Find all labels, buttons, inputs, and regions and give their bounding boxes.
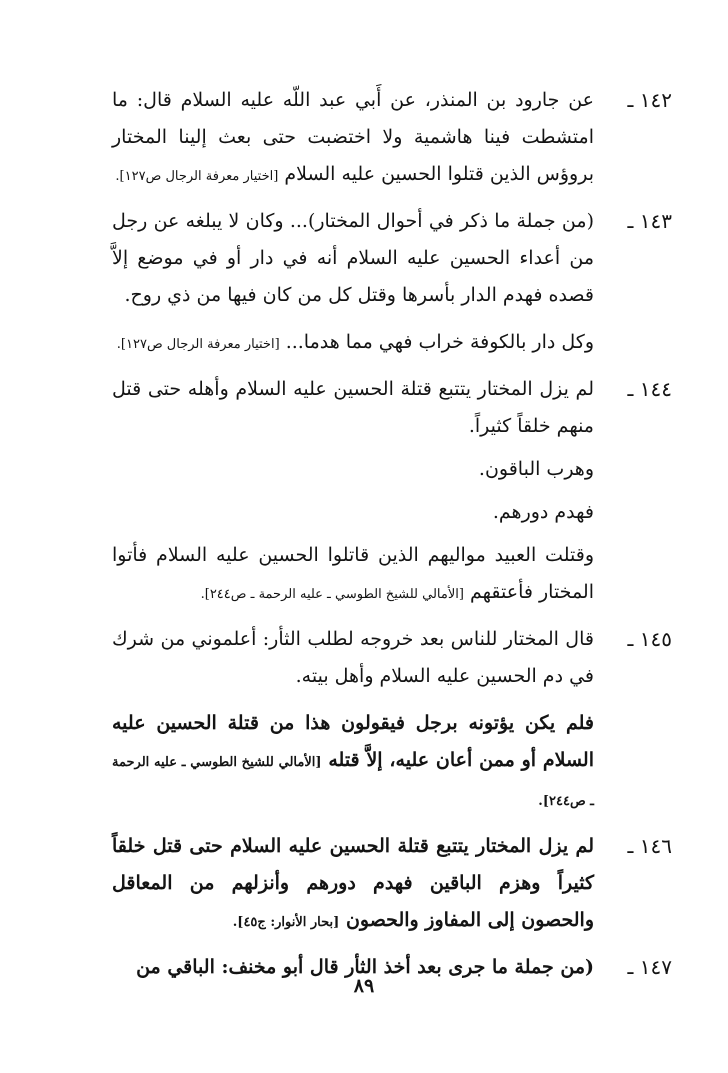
paragraph-text: لم يزل المختار يتتبع قتلة الحسين عليه السلام حتى قتل خلقاً كثيراً وهزم الباقين فهدم دورهم وأنزلهم من المعاقل والحصون إلى المفاوز والحصون	[112, 835, 594, 931]
paragraph-text: قال المختار للناس بعد خروجه لطلب الثأر: أعلموني من شرك في دم الحسين عليه السلام وأهل بيته.	[112, 628, 594, 687]
entry-paragraph	[112, 203, 594, 314]
entry-paragraph	[112, 494, 594, 531]
entry-145	[112, 621, 672, 820]
paragraph-text: وقتلت العبيد مواليهم الذين قاتلوا الحسين عليه السلام فأتوا المختار فأعتقهم	[112, 544, 594, 603]
entry-paragraph	[112, 451, 594, 488]
entry-143	[112, 203, 672, 363]
entry-paragraph	[112, 371, 594, 445]
entry-144	[112, 371, 672, 613]
paragraph-text: وكل دار بالكوفة خراب فهي مما هدما...	[285, 331, 594, 353]
paragraph-text: (من جملة ما ذكر في أحوال المختار)... وكان لا يبلغه عن رجل من أعداء الحسين عليه السلام أنه في دار أو في موضع إلاَّ قصده فهدم الدار بأسرها وقتل كل من كان فيها من ذي روح.	[112, 210, 594, 306]
paragraph-text: (من جملة ما جرى بعد أخذ الثأر قال أبو مخنف: الباقي من	[136, 956, 594, 978]
entry-number: ١٤٦ ـ	[627, 834, 672, 858]
entry-number: ١٤٢ ـ	[627, 88, 672, 112]
source-reference: [بحار الأنوار: ج٤٥].	[232, 915, 340, 930]
entry-number: ١٤٥ ـ	[627, 627, 672, 651]
entry-paragraph	[112, 621, 594, 695]
entry-142	[112, 82, 672, 195]
page-number: ٨٩	[353, 975, 375, 997]
source-reference: [اختيار معرفة الرجال ص١٢٧].	[115, 169, 279, 184]
book-page	[112, 82, 672, 994]
entry-paragraph	[112, 324, 594, 363]
entry-number: ١٤٧ ـ	[627, 955, 672, 979]
entry-paragraph	[112, 82, 594, 195]
paragraph-text: عن جارود بن المنذر، عن أَبي عبد اللّه عليه السلام قال: ما امتشطت فينا هاشمية ولا اختضبت حتى بعث إلينا المختار بروؤس الذين قتلوا الحسين عليه السلام	[112, 89, 594, 185]
source-reference: [الأمالي للشيخ الطوسي ـ عليه الرحمة ـ ص٢٤٤].	[200, 587, 464, 602]
paragraph-text: وهرب الباقون.	[478, 458, 594, 480]
source-reference: [الأمالي للشيخ الطوسي ـ عليه الرحمة ـ ص٢٤٤].	[112, 755, 594, 809]
entry-number: ١٤٤ ـ	[627, 377, 672, 401]
entry-paragraph	[112, 705, 594, 820]
entry-paragraph	[112, 828, 594, 941]
paragraph-text: فلم يكن يؤتونه برجل فيقولون هذا من قتلة الحسين عليه السلام أو ممن أعان عليه، إلاَّ قتله	[112, 712, 594, 771]
paragraph-text: فهدم دورهم.	[492, 501, 594, 523]
source-reference: [اختيار معرفة الرجال ص١٢٧].	[116, 337, 280, 352]
entry-146	[112, 828, 672, 941]
paragraph-text: لم يزل المختار يتتبع قتلة الحسين عليه السلام وأهله حتى قتل منهم خلقاً كثيراً.	[112, 378, 594, 437]
entry-number: ١٤٣ ـ	[627, 209, 672, 233]
entry-paragraph	[112, 537, 594, 613]
